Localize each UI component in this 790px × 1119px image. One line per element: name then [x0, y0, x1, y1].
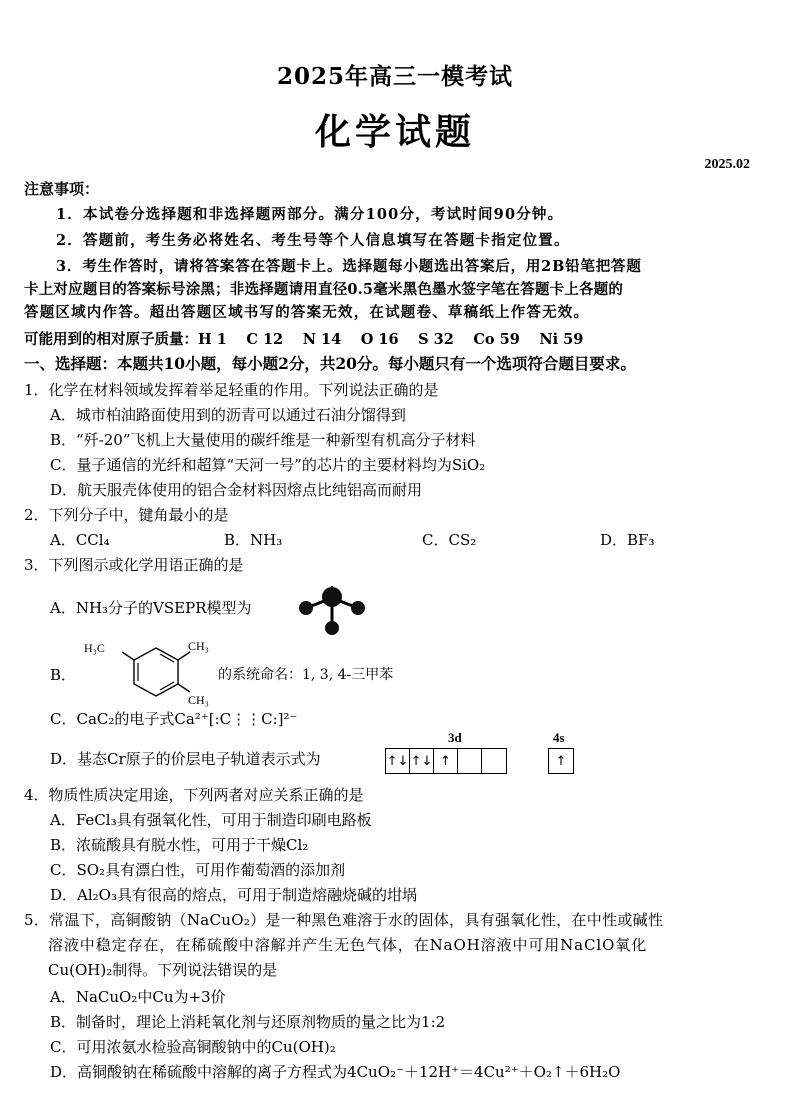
atomic-masses: 可能用到的相对原子质量：H 1 C 12 N 14 O 16 S 32 Co 59 Ni 59: [24, 331, 584, 348]
exam-date: 2025.02: [704, 157, 750, 172]
q2-option-d: D．BF₃: [600, 531, 655, 549]
q1-option-c: C．量子通信的光纤和超算“天河一号”的芯片的主要材料均为SiO₂: [50, 456, 486, 474]
orbital-3d-4: [458, 749, 482, 773]
q5-stem-line3: Cu(OH)₂制得。下列说法错误的是: [48, 961, 278, 979]
orbital-3d-1: ↑↓: [386, 749, 410, 773]
section-heading: 一、选择题：本题共10小题，每小题2分，共20分。每小题只有一个选项符合题目要求。: [24, 354, 636, 373]
q4-option-a: A．FeCl₃具有强氧化性，可用于制造印刷电路板: [50, 811, 372, 829]
orbital-4s-1: ↑: [555, 753, 567, 769]
q1-option-a: A．城市柏油路面使用到的沥青可以通过石油分馏得到: [50, 406, 406, 424]
q4-option-b: B．浓硫酸具有脱水性，可用于干燥Cl₂: [50, 836, 309, 854]
orbital-label-4s: 4s: [553, 730, 565, 745]
q5-stem-line2: 溶液中稳定存在，在稀硫酸中溶解并产生无色气体，在NaOH溶液中可用NaClO氧化: [48, 936, 648, 954]
exam-title: 2025年高三一模考试: [276, 63, 513, 90]
q1-option-b: B．“歼-20”飞机上大量使用的碳纤维是一种新型有机高分子材料: [50, 431, 476, 449]
q3-option-c: C．CaC₂的电子式Ca²⁺[:C⋮⋮C:]²⁻: [50, 710, 298, 728]
vsepr-model-figure: [296, 582, 370, 638]
q1-stem: 1．化学在材料领域发挥着举足轻重的作用。下列说法正确的是: [24, 381, 439, 399]
b-ch3-right: CH₃: [188, 639, 209, 653]
q2-option-a: A．CCl₄: [50, 531, 110, 549]
notice-item-3-cont2: 答题区域内作答。超出答题区域书写的答案无效，在试题卷、草稿纸上作答无效。: [24, 304, 590, 321]
orbital-3d-2: ↑↓: [410, 749, 434, 773]
b-ch3-left: H₃C: [84, 641, 105, 655]
q4-option-d: D．Al₂O₃具有很高的熔点，可用于制造熔融烧碱的坩埚: [50, 886, 417, 904]
orbital-boxes-4s: [548, 748, 574, 774]
q2-stem: 2．下列分子中，键角最小的是: [24, 506, 229, 524]
q5-stem-line1: 5．常温下，高铜酸钠（NaCuO₂）是一种黑色难溶于水的固体，具有强氧化性，在中性或碱性: [24, 911, 664, 929]
orbital-3d-5: [482, 749, 506, 773]
q3-stem: 3．下列图示或化学用语正确的是: [24, 556, 244, 574]
orbital-boxes-3d: [385, 748, 507, 774]
q5-option-c: C．可用浓氨水检验高铜酸钠中的Cu(OH)₂: [50, 1038, 336, 1056]
trimethylbenzene-structure: [80, 634, 230, 712]
notice-item-1: 1．本试卷分选择题和非选择题两部分。满分100分，考试时间90分钟。: [56, 206, 564, 223]
notice-item-3: 3．考生作答时，请将答案答在答题卡上。选择题每小题选出答案后，用2B铅笔把答题: [56, 258, 642, 275]
notice-item-3-cont: 卡上对应题目的答案标号涂黑；非选择题请用直径0.5毫米黑色墨水签字笔在答题卡上各题的: [24, 281, 624, 298]
q5-option-b: B．制备时，理论上消耗氧化剂与还原剂物质的量之比为1:2: [50, 1013, 446, 1031]
q3-option-b-text: 的系统命名：1, 3, 4-三甲苯: [218, 667, 394, 683]
orbital-label-3d: 3d: [448, 730, 462, 745]
q3-option-b-label: B．: [50, 666, 77, 684]
q2-option-b: B．NH₃: [224, 531, 283, 549]
orbital-3d-3: ↑: [434, 749, 458, 773]
subject-title: 化学试题: [314, 112, 475, 153]
q2-option-c: C．CS₂: [422, 531, 477, 549]
q5-option-a: A．NaCuO₂中Cu为+3价: [50, 988, 226, 1006]
notice-item-2: 2．答题前，考生务必将姓名、考生号等个人信息填写在答题卡指定位置。: [56, 232, 570, 249]
q1-option-d: D．航天服壳体使用的铝合金材料因熔点比纯铝高而耐用: [50, 481, 423, 499]
b-ch3-bottom: CH₃: [188, 693, 209, 707]
q4-option-c: C．SO₂具有漂白性，可用作葡萄酒的添加剂: [50, 861, 346, 879]
q4-stem: 4．物质性质决定用途，下列两者对应关系正确的是: [24, 786, 364, 804]
notice-heading: 注意事项：: [24, 180, 100, 198]
q3-option-a: A．NH₃分子的VSEPR模型为: [50, 599, 252, 617]
q3-option-d: D．基态Cr原子的价层电子轨道表示式为: [50, 750, 321, 768]
q5-option-d: D．高铜酸钠在稀硫酸中溶解的离子方程式为4CuO₂⁻＋12H⁺＝4Cu²⁺＋O₂↑＋6H₂O: [50, 1063, 621, 1081]
